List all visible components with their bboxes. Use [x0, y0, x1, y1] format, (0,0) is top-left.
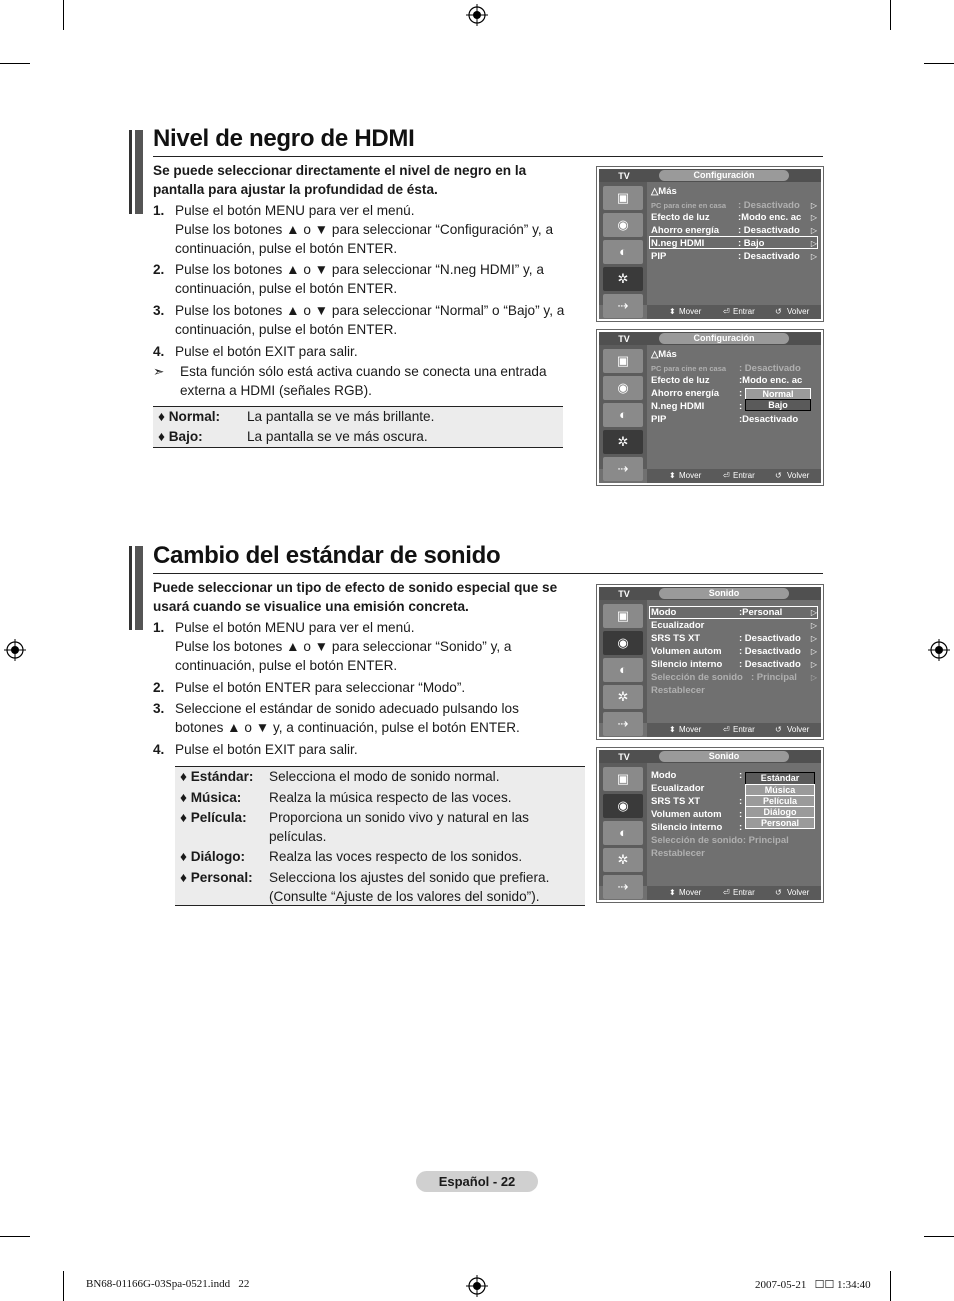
menu-footer: ⬍ Mover ⏎ Entrar ↺ Volver: [647, 469, 821, 483]
setup-icon[interactable]: ✲: [603, 848, 643, 872]
input-icon[interactable]: ⇢: [603, 457, 643, 481]
crop-mark: [924, 1236, 954, 1237]
step: 1. Pulse el botón MENU para ver el menú. Pulse los botones ▲ o ▼ para seleccionar “Sonido” y, a continuación, pulse el botón ENTER.: [153, 620, 512, 673]
sound-icon[interactable]: ◉: [603, 794, 643, 818]
menu-sidebar: [599, 182, 647, 313]
heading-bar: [135, 546, 143, 630]
arrow-right-icon: ▷: [810, 213, 817, 222]
tv-menu-configuracion-options: TV Configuración ▣ ◉ ◐ ✲ ⇢ △Más PC para cine en casa : Desactivado Efecto de luz :Modo enc. ac Ahorro energía : N.neg HDMI : PIP :Desactivado Normal Bajo ⬍ Mover ⏎ Entrar ↺ Volver: [596, 329, 824, 486]
heading-bar: [135, 130, 143, 214]
menu-title: Configuración: [659, 170, 789, 181]
back-icon: ↺: [775, 307, 782, 316]
input-icon[interactable]: ⇢: [603, 294, 643, 318]
options-table: ♦ Estándar: Selecciona el modo de sonido normal. ♦ Música: Realza la música respecto de las voces. ♦ Película: Proporciona un sonido vivo y natural en las películas. ♦ Diálogo: Realza las voces respecto de los sonidos. ♦ Personal: Selecciona los ajustes del sonido que prefiera. (Consulte “Ajuste de los valores del sonido”).: [175, 766, 585, 906]
heading-bar: [129, 546, 132, 630]
step: 2. Pulse el botón ENTER para seleccionar “Modo”.: [153, 680, 466, 695]
options-table: ♦ Normal: La pantalla se ve más brillante. ♦ Bajo: La pantalla se ve más oscura.: [153, 406, 563, 448]
arrow-right-icon: ▷: [810, 647, 817, 656]
setup-icon[interactable]: ✲: [603, 267, 643, 291]
step: 4. Pulse el botón EXIT para salir.: [153, 344, 358, 359]
tv-menu-configuracion: TV Configuración ▣ ◉ ◐ ✲ ⇢ △Más PC para cine en casa : Desactivado Efecto de luz :Modo enc. ac Ahorro energía : Desactivado N.neg HDMI : Bajo PIP : Desactivado ▷ ▷ ▷ ▷ ▷ ⬍ Mover ⏎ Entrar ↺ Volver: [596, 166, 824, 322]
dropdown-option-musica[interactable]: Música: [745, 784, 815, 796]
enter-icon: ⏎: [723, 307, 730, 316]
back-icon: ↺: [775, 725, 782, 734]
setup-icon[interactable]: ✲: [603, 685, 643, 709]
page-number: Español - 22: [416, 1171, 538, 1192]
arrow-right-icon: ▷: [810, 608, 817, 617]
move-icon: ⬍: [669, 307, 676, 316]
menu-title: Configuración: [659, 333, 789, 344]
heading-rule: [153, 156, 823, 157]
menu-title: Sonido: [659, 751, 789, 762]
menu-sidebar: [599, 345, 647, 476]
crop-mark: [924, 63, 954, 64]
arrow-right-icon: ▷: [810, 673, 817, 682]
step: 1. Pulse el botón MENU para ver el menú. Pulse los botones ▲ o ▼ para seleccionar “Configuración” y, a continuación, pulse el botón ENTER.: [153, 203, 554, 256]
arrow-right-icon: ▷: [810, 226, 817, 235]
channel-icon[interactable]: ◐: [603, 658, 643, 682]
crop-mark: [0, 1236, 30, 1237]
heading-bar: [129, 130, 132, 214]
note: ➣ Esta función sólo está activa cuando se conecta una entrada externa a HDMI (señales RGB).: [153, 364, 547, 398]
sound-icon[interactable]: ◉: [603, 631, 643, 655]
arrow-right-icon: ▷: [810, 634, 817, 643]
arrow-right-icon: ▷: [810, 201, 817, 210]
print-slug-date: 2007-05-21 ☐☐ 1:34:40: [755, 1279, 871, 1291]
back-icon: ↺: [775, 888, 782, 897]
crop-mark: [890, 0, 891, 30]
picture-icon[interactable]: ▣: [603, 604, 643, 628]
menu-footer: ⬍ Mover ⏎ Entrar ↺ Volver: [647, 305, 821, 319]
dropdown-option-dialogo[interactable]: Diálogo: [745, 806, 815, 818]
registration-mark-icon: [4, 639, 26, 661]
step: 3. Seleccione el estándar de sonido adecuado pulsando los botones ▲ o ▼ y, a continuación, pulse el botón ENTER.: [153, 701, 520, 735]
menu-sidebar: [599, 600, 647, 731]
dropdown-option-bajo[interactable]: Bajo: [745, 399, 811, 411]
tv-menu-sonido: TV Sonido ▣ ◉ ◐ ✲ ⇢ Modo :Personal Ecualizador SRS TS XT : Desactivado Volumen autom : Desactivado Silencio interno : Desactivado Selección de sonido : Principal Restablecer ▷ ▷ ▷ ▷ ▷ ▷ ⬍ Mover ⏎ Entrar ↺ Volver: [596, 584, 824, 740]
menu-footer: ⬍ Mover ⏎ Entrar ↺ Volver: [647, 723, 821, 737]
dropdown-option-personal[interactable]: Personal: [745, 817, 815, 829]
menu-footer: ⬍ Mover ⏎ Entrar ↺ Volver: [647, 886, 821, 900]
arrow-right-icon: ▷: [810, 239, 817, 248]
section-intro: Se puede seleccionar directamente el nivel de negro en la pantalla para ajustar la profundidad de ésta.: [153, 163, 527, 197]
section-title: Cambio del estándar de sonido: [153, 542, 501, 569]
crop-mark: [0, 63, 30, 64]
channel-icon[interactable]: ◐: [603, 240, 643, 264]
back-icon: ↺: [775, 471, 782, 480]
sound-icon[interactable]: ◉: [603, 213, 643, 237]
menu-sidebar: [599, 763, 647, 894]
arrow-right-icon: ▷: [810, 660, 817, 669]
enter-icon: ⏎: [723, 471, 730, 480]
arrow-right-icon: ▷: [810, 621, 817, 630]
registration-mark-icon: [928, 639, 950, 661]
channel-icon[interactable]: ◐: [603, 403, 643, 427]
dropdown-option-normal[interactable]: Normal: [745, 388, 811, 400]
input-icon[interactable]: ⇢: [603, 875, 643, 899]
registration-mark-icon: [466, 1275, 488, 1297]
move-icon: ⬍: [669, 725, 676, 734]
registration-mark-icon: [466, 4, 488, 26]
dropdown-option-estandar[interactable]: Estándar: [745, 772, 815, 785]
menu-title: Sonido: [659, 588, 789, 599]
picture-icon[interactable]: ▣: [603, 349, 643, 373]
step: 2. Pulse los botones ▲ o ▼ para seleccionar “N.neg HDMI” y, a continuación, pulse el botón ENTER.: [153, 262, 544, 296]
crop-mark: [890, 1271, 891, 1301]
sound-icon[interactable]: ◉: [603, 376, 643, 400]
picture-icon[interactable]: ▣: [603, 767, 643, 791]
picture-icon[interactable]: ▣: [603, 186, 643, 210]
arrow-right-icon: ▷: [810, 252, 817, 261]
enter-icon: ⏎: [723, 888, 730, 897]
tv-menu-sonido-options: TV Sonido ▣ ◉ ◐ ✲ ⇢ Modo : Ecualizador SRS TS XT : Volumen autom : Silencio interno : Selección de sonido: Principal Restablecer Estándar Música Película Diálogo Personal ⬍ Mover ⏎ Entrar ↺ Volver: [596, 747, 824, 903]
heading-rule: [153, 573, 823, 574]
move-icon: ⬍: [669, 471, 676, 480]
move-icon: ⬍: [669, 888, 676, 897]
channel-icon[interactable]: ◐: [603, 821, 643, 845]
crop-mark: [63, 1271, 64, 1301]
note-arrow-icon: ➣: [153, 364, 165, 379]
print-slug-file: BN68-01166G-03Spa-0521.indd 22: [86, 1278, 250, 1290]
dropdown-option-pelicula[interactable]: Película: [745, 795, 815, 807]
step: 3. Pulse los botones ▲ o ▼ para seleccionar “Normal” o “Bajo” y, a continuación, pulse el botón ENTER.: [153, 303, 565, 337]
section-intro: Puede seleccionar un tipo de efecto de sonido especial que se usará cuando se visualice una emisión concreta.: [153, 580, 558, 614]
step: 4. Pulse el botón EXIT para salir.: [153, 742, 358, 757]
input-icon[interactable]: ⇢: [603, 712, 643, 736]
setup-icon[interactable]: ✲: [603, 430, 643, 454]
section-title: Nivel de negro de HDMI: [153, 125, 415, 152]
enter-icon: ⏎: [723, 725, 730, 734]
crop-mark: [63, 0, 64, 30]
